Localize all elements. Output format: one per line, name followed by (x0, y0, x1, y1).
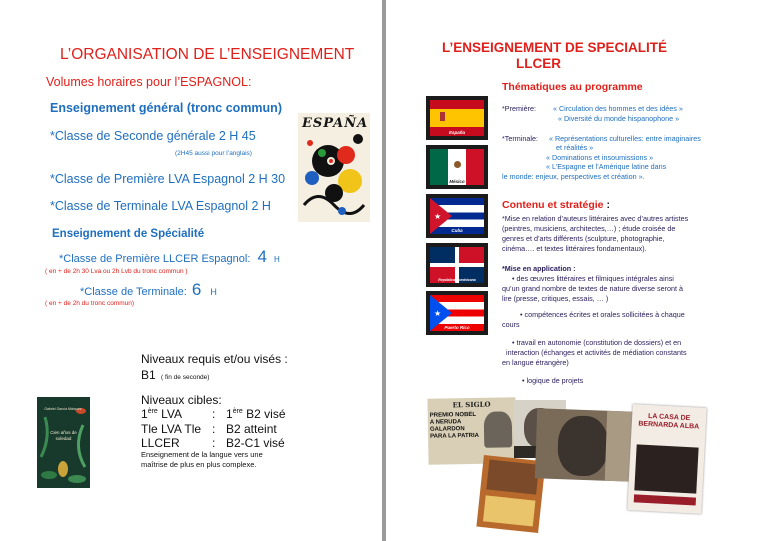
contenu-line-3: genres et d’arts différents (sculpture, photographie, (502, 234, 665, 243)
street-mural-image (535, 408, 635, 481)
premiere-llcer-number: 4 (257, 247, 267, 266)
hours-subtitle: Volumes horaires pour l’ESPAGNOL: (46, 75, 252, 89)
seconde-note: (2H45 aussi pour l’anglais) (175, 150, 252, 157)
flag-cuba (426, 194, 488, 238)
flag-puerto-rico (426, 291, 488, 335)
terminale-theme-2: « Dominations et insoumissions » (546, 153, 654, 162)
cible-row-2-colon: : (212, 422, 216, 436)
flag-dominican-caption: República Dominicana (438, 278, 476, 282)
themes-heading: Thématiques au programme (502, 81, 643, 93)
flag-mexico-caption: México (449, 179, 465, 184)
left-page-title: L’ORGANISATION DE L’ENSEIGNEMENT (60, 46, 355, 63)
row1-a1: 1 (141, 407, 148, 421)
theater-poster-title: LA CASA DE BERNARDA ALBA (638, 412, 700, 431)
contenu-heading-line (502, 199, 610, 211)
b1-level: B1 (141, 368, 156, 382)
terminale-llcer-note: ( en + de 2h du tronc commun) (45, 300, 135, 307)
flag-cuba-caption: Cuba (451, 228, 463, 233)
row1-b1: 1 (226, 407, 233, 421)
newspaper-image (427, 397, 516, 465)
book-title: Cien años de soledad (50, 430, 77, 441)
theater-poster-image (627, 404, 706, 514)
premiere-llcer-line (59, 247, 280, 267)
footnote-line-1: Enseignement de la langue vers une (141, 450, 263, 459)
logique-projets: • logique de projets (522, 376, 584, 385)
row1-b2: B2 visé (242, 407, 286, 421)
contenu-line-4: cinéma…. et textes littéraires fondamentaux). (502, 244, 647, 253)
footnote-line-2: maîtrise de plus en plus complexe. (141, 460, 257, 469)
right-page (386, 0, 768, 541)
right-page-title-line-1: L’ENSEIGNEMENT DE SPECIALITÉ (442, 40, 668, 55)
cible-row-3-target: B2-C1 visé (226, 436, 285, 450)
terminale-theme-1b: et réalités » (556, 143, 594, 152)
flag-puerto-rico-caption: Puerto Rico (444, 325, 470, 330)
section-specialite-heading: Enseignement de Spécialité (52, 228, 205, 240)
section-general-heading: Enseignement général (tronc commun) (50, 101, 282, 115)
terminale-theme-3: « L’Espagne et l’Amérique latine dans (546, 162, 667, 171)
mise-line-2: qu’un grand nombre de textes de nature diverse seront à (502, 284, 684, 293)
terminale-lva-hours: *Classe de Terminale LVA Espagnol 2 H (50, 199, 271, 213)
premiere-llcer-unit: H (273, 255, 280, 264)
espana-poster-word: ESPAÑA (302, 116, 369, 131)
premiere-label: *Première: (502, 104, 536, 113)
row1-a-sup: ère (147, 408, 158, 415)
cible-row-1-colon: : (212, 407, 216, 421)
newspaper-headline: PREMIO NOBEL A NERUDA GALARDON PARA LA PATRIA (429, 411, 480, 440)
premiere-theme-1: « Circulation des hommes et des idées » (553, 104, 683, 113)
competences-line-2: cours (502, 320, 520, 329)
terminale-theme-1: « Représentations culturelles: entre imaginaires (549, 134, 701, 143)
premiere-theme-2: « Diversité du monde hispanophone » (558, 114, 680, 123)
newspaper-masthead: EL SIGLO (452, 399, 491, 410)
flag-dominican-republic (426, 243, 488, 287)
svg-text:★: ★ (434, 309, 442, 318)
newspaper-photo (484, 411, 513, 447)
terminale-llcer-number: 6 (191, 280, 202, 299)
terminale-llcer-label: *Classe de Terminale: (80, 286, 187, 298)
premiere-llcer-note: ( en + de 2h 30 Lva ou 2h Lvb du tronc commun ) (45, 268, 188, 275)
travail-line-3: en langue étrangère) (502, 358, 569, 367)
flag-mexico (426, 145, 488, 189)
left-page (0, 0, 382, 541)
svg-text:★: ★ (434, 212, 442, 221)
b1-note: ( fin de seconde) (161, 374, 210, 381)
terminale-llcer-unit: H (210, 287, 217, 297)
row1-b-sup: ère (232, 408, 243, 415)
mise-heading: *Mise en application : (502, 264, 576, 273)
contenu-line-2: (peintres, musiciens, architectes,…) ; étude croisée de (502, 224, 676, 233)
cible-row-2: Tle LVA Tle (141, 422, 202, 436)
cible-row-3: LLCER (141, 436, 180, 450)
travail-line-2: interaction (échanges et activités de médiation constants (506, 348, 687, 357)
espana-poster-art (298, 113, 370, 222)
book-author: Gabriel García Márquez (44, 407, 82, 411)
terminale-theme-3b: le monde: enjeux, perspectives et création ». (502, 172, 645, 181)
premiere-lva-hours: *Classe de Première LVA Espagnol 2 H 30 (50, 172, 286, 186)
niveaux-requis: Niveaux requis et/ou visés : (141, 352, 288, 366)
b1-line (141, 368, 209, 382)
cible-row-1 (141, 407, 182, 421)
terminale-llcer-line (80, 280, 217, 300)
seconde-hours: *Classe de Seconde générale 2 H 45 (50, 129, 256, 143)
premiere-llcer-label: *Classe de Première LLCER Espagnol: (59, 253, 251, 265)
flag-spain-caption: España (448, 130, 465, 135)
contenu-heading: Contenu et stratégie (502, 199, 604, 211)
travail-line-1: • travail en autonomie (constitution de dossiers) et en (512, 338, 682, 347)
contenu-heading-colon: : (606, 199, 610, 211)
right-page-title-line-2: LLCER (516, 56, 561, 71)
cible-row-1-target (226, 407, 286, 421)
espana-poster-image (298, 113, 370, 222)
book-cover-image (37, 397, 90, 488)
mise-line-3: lire (presse, critiques, essais, … ) (502, 294, 609, 303)
cible-row-3-colon: : (212, 436, 216, 450)
cible-row-2-target: B2 atteint (226, 422, 277, 436)
flag-spain (426, 96, 488, 140)
row1-a2: LVA (157, 407, 183, 421)
contenu-line-1: *Mise en relation d’auteurs littéraires avec d’autres artistes (502, 214, 689, 223)
competences-line-1: • compétences écrites et orales sollicitées à chaque (520, 310, 685, 319)
niveaux-cibles: Niveaux cibles: (141, 393, 222, 407)
terminale-label: *Terminale: (502, 134, 538, 143)
mise-line-1: • des œuvres littéraires et filmiques intégrales ainsi (512, 274, 674, 283)
